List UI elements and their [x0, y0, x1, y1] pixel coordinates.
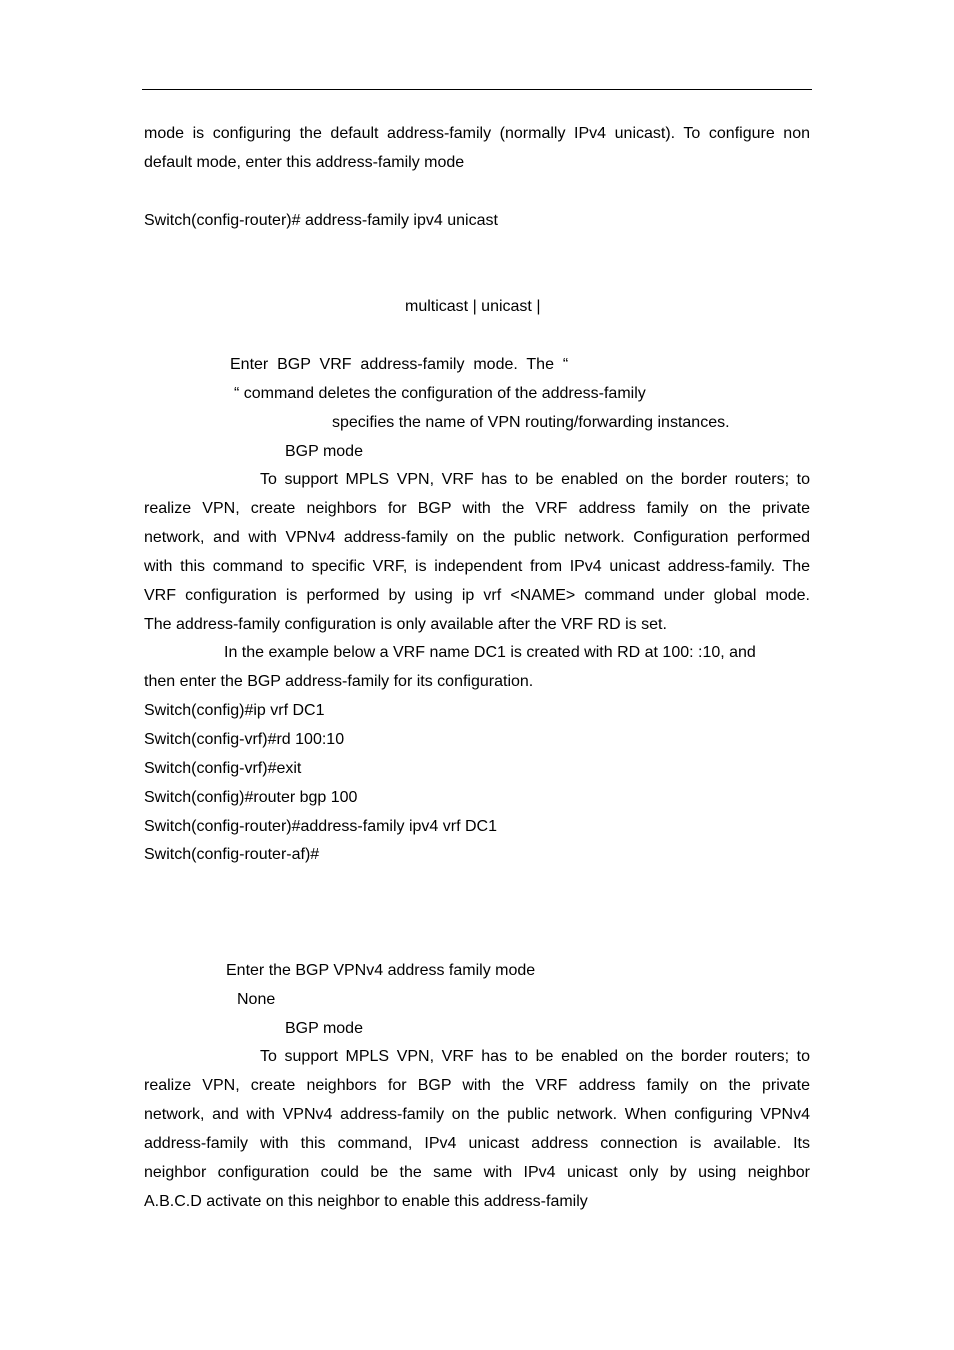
usage-guide-line: realize VPN, create neighbors for BGP with the VRF address family on the private: [144, 1077, 810, 1094]
example-line: Switch(config)#ip vrf DC1: [144, 702, 325, 719]
usage-guide-line: realize VPN, create neighbors for BGP with the VRF address family on the private: [144, 500, 810, 517]
usage-guide-line: A.B.C.D activate on this neighbor to enable this address-family: [144, 1193, 588, 1210]
example-line: Switch(config-router)#address-family ipv4 vrf DC1: [144, 818, 497, 835]
command-mode-text: BGP mode: [285, 1020, 363, 1037]
usage-guide-line: address-family with this command, IPv4 unicast address connection is available. Its: [144, 1135, 810, 1152]
example-line: Switch(config-router)# address-family ipv4 unicast: [144, 212, 498, 229]
usage-guide-line: neighbor configuration could be the same with IPv4 unicast only by using neighbor: [144, 1164, 810, 1181]
example-line: Switch(config-vrf)#rd 100:10: [144, 731, 345, 748]
usage-guide-line: To support MPLS VPN, VRF has to be enabled on the border routers; to: [260, 471, 810, 488]
command-mode-text: BGP mode: [285, 443, 363, 460]
parameter-text: specifies the name of VPN routing/forwarding instances.: [332, 414, 730, 431]
usage-guide-line: VRF configuration is performed by using ip vrf <NAME> command under global mode.: [144, 587, 810, 604]
usage-guide-line: network, and with VPNv4 address-family on the public network. When configuring VPNv4: [144, 1106, 810, 1123]
function-text: “ command deletes the configuration of the address-family: [234, 385, 646, 402]
paragraph-line: mode is configuring the default address-family (normally IPv4 unicast). To configure non: [144, 125, 810, 142]
example-intro: then enter the BGP address-family for its configuration.: [144, 673, 534, 690]
usage-guide-line: To support MPLS VPN, VRF has to be enabled on the border routers; to: [260, 1048, 810, 1065]
function-text: Enter BGP VRF address-family mode. The “: [230, 356, 569, 373]
function-text: Enter the BGP VPNv4 address family mode: [226, 962, 536, 979]
syntax-fragment: multicast | unicast |: [405, 298, 541, 315]
usage-guide-line: The address-family configuration is only available after the VRF RD is set.: [144, 616, 667, 633]
paragraph-line: default mode, enter this address-family mode: [144, 154, 465, 171]
usage-guide-line: with this command to specific VRF, is independent from IPv4 unicast address-family. The: [144, 558, 810, 575]
example-line: Switch(config-router-af)#: [144, 846, 320, 863]
usage-guide-line: network, and with VPNv4 address-family on the public network. Configuration performed: [144, 529, 810, 546]
example-line: Switch(config-vrf)#exit: [144, 760, 302, 777]
parameter-text: None: [237, 991, 276, 1008]
example-line: Switch(config)#router bgp 100: [144, 789, 358, 806]
example-intro: In the example below a VRF name DC1 is created with RD at 100: :10, and: [224, 644, 756, 661]
header-rule: [142, 89, 812, 90]
